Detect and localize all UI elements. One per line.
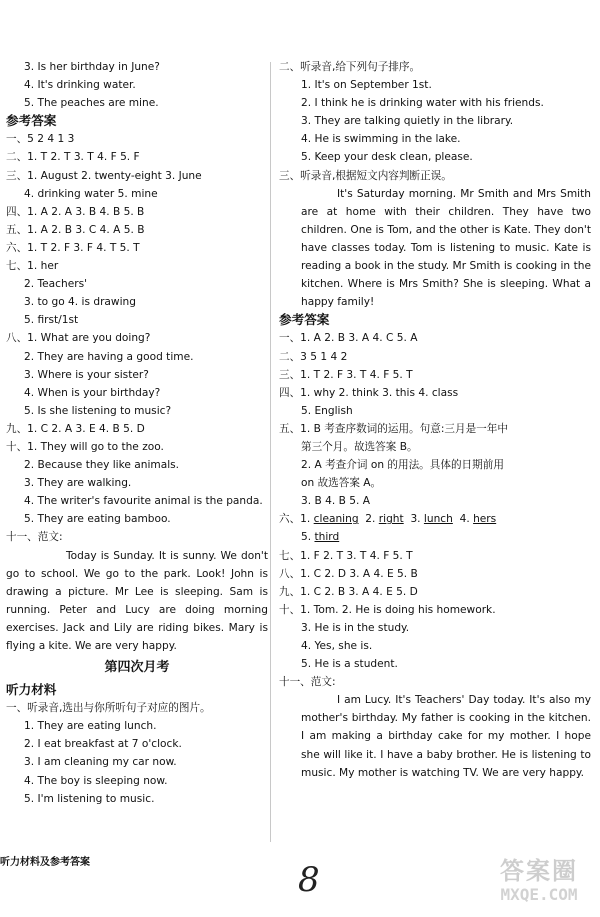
answer-line: 三、1. T 2. F 3. T 4. F 5. T: [279, 368, 413, 381]
answer-line: 2. A 考查介词 on 的用法。具体的日期前用: [301, 459, 504, 472]
answer-line: 5. They are eating bamboo.: [24, 513, 171, 526]
underlined-answer: cleaning: [313, 513, 359, 526]
answer-line: on 故选答案 A。: [301, 477, 382, 490]
answer-line: 4. drinking water 5. mine: [24, 187, 158, 200]
listening-item: 5. I'm listening to music.: [24, 792, 155, 805]
answer-line: 十、1. Tom. 2. He is doing his homework.: [279, 603, 496, 616]
listening-item: 1. They are eating lunch.: [24, 720, 157, 733]
answer-line: [279, 510, 591, 528]
left-column: [6, 58, 268, 808]
answer-line: 十一、范文:: [279, 676, 336, 689]
underlined-answer: third: [314, 531, 340, 544]
answer-line: 七、1. her: [6, 260, 59, 273]
answer-line: 五、1. A 2. B 3. C 4. A 5. B: [6, 223, 145, 236]
answer-line: 2. Teachers': [24, 278, 87, 291]
answer-line: 4. The writer's favourite animal is the panda.: [24, 495, 263, 508]
answer-line: [279, 528, 591, 546]
listening-item: 3. I am cleaning my car now.: [24, 756, 177, 769]
answer-line: 九、1. C 2. A 3. E 4. B 5. D: [6, 422, 145, 435]
answer-line: 五、1. B 考查序数词的运用。句意:三月是一年中: [279, 422, 508, 435]
exam-title: 第四次月考: [104, 660, 170, 676]
sentence-item: 4. He is swimming in the lake.: [301, 133, 461, 146]
answer-line: 十、1. They will go to the zoo.: [6, 440, 164, 453]
answer-line: 第三个月。故选答案 B。: [301, 440, 418, 453]
answer-line: 八、1. C 2. D 3. A 4. E 5. B: [279, 567, 418, 580]
sentence-item: 3. They are talking quietly in the library.: [301, 115, 514, 128]
sentence-item: 2. I think he is drinking water with his friends.: [301, 97, 544, 110]
answer-line: 二、3 5 1 4 2: [279, 350, 348, 363]
section-intro: 三、听录音,根据短文内容判断正误。: [279, 169, 452, 182]
answer-line: 一、1. A 2. B 3. A 4. C 5. A: [279, 332, 418, 345]
listening-item: 2. I eat breakfast at 7 o'clock.: [24, 738, 182, 751]
watermark-logo: [484, 857, 594, 911]
answer-number: 3.: [410, 513, 421, 526]
right-column: [279, 58, 591, 782]
column-divider: [270, 62, 271, 842]
answer-line: 3. He is in the study.: [301, 621, 410, 634]
underlined-answer: lunch: [423, 513, 453, 526]
model-essay: I am Lucy. It's Teachers' Day today. It's also my mother's birthday. My father is cooking in the kitchen. I am making a birthday cake for my mother. I hope she will like it. I have a baby brother. He is listening to music. My mother is watching TV. We are very happy.: [301, 694, 591, 779]
underlined-answer: right: [378, 513, 404, 526]
page-footer: 听力材料及参考答案: [0, 857, 90, 868]
answers-heading: 参考答案: [279, 312, 330, 328]
answer-line: 4. When is your birthday?: [24, 386, 161, 399]
watermark-text: 答案圈: [500, 857, 578, 885]
watermark-url: MXQE.COM: [500, 885, 578, 904]
answer-line: 5. first/1st: [24, 314, 79, 327]
listening-heading: 听力材料: [6, 682, 57, 698]
sentence-item: 1. It's on September 1st.: [301, 79, 432, 92]
answer-line: 4. Yes, she is.: [301, 640, 373, 652]
answer-line: 四、1. A 2. A 3. B 4. B 5. B: [6, 205, 145, 218]
answer-number: 4.: [459, 513, 470, 526]
answers-heading: 参考答案: [6, 113, 57, 129]
listening-item: 4. The boy is sleeping now.: [24, 774, 168, 787]
answer-number: 5.: [301, 531, 312, 544]
answer-line: 2. They are having a good time.: [24, 350, 194, 363]
answer-line: 十一、范文:: [6, 531, 63, 544]
answer-line: 3. Where is your sister?: [24, 368, 149, 381]
answer-line: 5. Is she listening to music?: [24, 404, 172, 417]
answer-line: 3. to go 4. is drawing: [24, 296, 136, 309]
answer-line: 七、1. F 2. T 3. T 4. F 5. T: [279, 549, 413, 562]
answer-line: 5. He is a student.: [301, 658, 398, 671]
answer-line: 三、1. August 2. twenty-eight 3. June: [6, 169, 202, 182]
answer-line: 5. English: [301, 404, 353, 417]
underlined-answer: hers: [473, 513, 497, 526]
answer-line: 四、1. why 2. think 3. this 4. class: [279, 386, 459, 399]
answer-line: 3. They are walking.: [24, 477, 132, 490]
line: 5. The peaches are mine.: [24, 97, 159, 110]
answer-line: 2. Because they like animals.: [24, 459, 180, 472]
answer-line: 3. B 4. B 5. A: [301, 495, 370, 508]
answer-line: 六、1. T 2. F 3. F 4. T 5. T: [6, 241, 140, 254]
answer-line: 八、1. What are you doing?: [6, 332, 151, 345]
line: 3. Is her birthday in June?: [24, 61, 160, 73]
section-intro: 二、听录音,给下列句子排序。: [279, 61, 421, 73]
line: 4. It's drinking water.: [24, 79, 136, 92]
answer-number: 2.: [365, 513, 376, 526]
listening-intro: 一、听录音,选出与你所听句子对应的图片。: [6, 702, 211, 715]
page-number: 8: [298, 860, 320, 900]
answer-line: 九、1. C 2. B 3. A 4. E 5. D: [279, 585, 418, 598]
model-essay: Today is Sunday. It is sunny. We don't go to school. We go to the park. Look! John is drawing a picture. Mr Lee is sleeping. Sam is running. Peter and Lucy are doing morning exercises. Jack and Lily are riding bikes. Mary is flying a kite. We are very happy.: [6, 549, 268, 652]
answer-line: 二、1. T 2. T 3. T 4. F 5. F: [6, 151, 140, 164]
answer-line: 一、5 2 4 1 3: [6, 133, 75, 146]
answer-number: 六、1.: [279, 513, 311, 526]
sentence-item: 5. Keep your desk clean, please.: [301, 151, 473, 164]
listening-passage: It's Saturday morning. Mr Smith and Mrs Smith are at home with their children. They have two children. One is Tom, and the other is Kate. They don't have classes today. Tom is listening to music. Kate is reading a book in the study. Mr Smith is cooking in the kitchen. Where is Mrs Smith? She is sleeping. What a happy family!: [301, 187, 591, 309]
